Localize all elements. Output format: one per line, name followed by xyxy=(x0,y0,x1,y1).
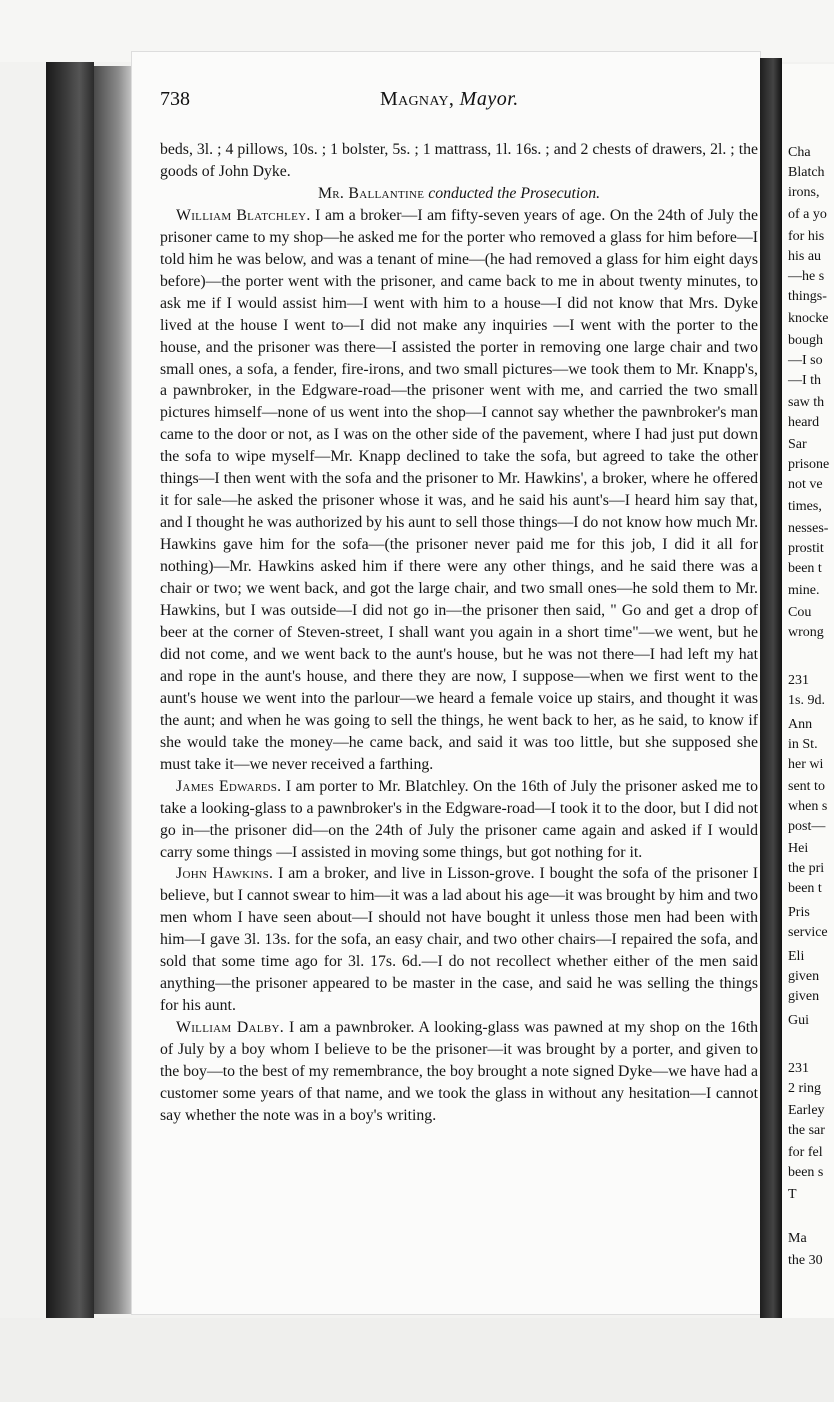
running-head-title: Mayor. xyxy=(459,88,519,110)
adjacent-page-line: Pris xyxy=(788,905,810,920)
testimony-text: I am a broker—I am fifty-seven years of age. On the 24th of July the prisoner came to my shop—he asked me for the porter who removed a glass for him before—I told him he was below, and was a tenant of mine—(he had removed a glass for him eight days before)—the porter went with the prisoner, and came back to me in about twenty minutes, to ask me if I would assist him—I went with him to a house—I did not know that Mrs. Dyke lived at the house I went to—I did not make any inquiries —I went with the porter to the house, and the prisoner was there—I assisted the porter in removing one large chair and two small ones, a sofa, a fender, fire-irons, and two small pictures—we took them to Mr. Knapp's, a pawnbroker, in the Edgware-road—the prisoner went with me, and carried the two small pictures himself—none of us went into the shop—I cannot say whether the pawnbroker's man came to the door or not, as I was on the other side of the pavement, where I had just put down the sofa to wipe myself—Mr. Knapp declined to take the sofa, but agreed to take the other things—I then went with the sofa and the prisoner to Mr. Hawkins', a broker, where he offered it for sale—he asked the prisoner whose it was, and he said his aunt's—I heard him say that, and I thought he was authorized by his aunt to sell those things—I do not know how much Mr. Hawkins gave him for the sofa—(the prisoner never paid me for this job, I did it all for nothing)—Mr. Hawkins asked him if there were any other things, and he said there was a chair or two; we went back, and got the large chair, and two small ones—he sold them to Mr. Hawkins, but I was outside—I did not go in—the prisoner then said, " Go and get a drop of beer at the corner of Steven-street, I shall want you again in a short time"—we went, but he did not come, and we went back to the aunt's house, but he was not there—I had left my hat and rope in the aunt's house, and there they are now, I suppose—when we first went to the aunt's house we went into the parlour—we heard a female voice up stairs, and thought it was the aunt; and when he was going to sell the things, he went back to her, as he said, to know if she would take the money—he came back, and said it was too little, but she supposed she must take it—we never received a farthing. xyxy=(160,206,759,773)
adjacent-page-fragment xyxy=(782,64,834,1318)
page-body xyxy=(160,139,758,1127)
adjacent-page-line: —I so xyxy=(788,353,823,368)
testimony-dalby xyxy=(160,1017,758,1127)
adjacent-page-line: 231 xyxy=(788,673,809,688)
adjacent-page-line: heard xyxy=(788,415,820,430)
testimony-text: I am a broker, and live in Lisson-grove. I bought the sofa of the prisoner I believe, but I cannot swear to him—it was a lad about his age—it was brought by him and two men whom I have seen about—I should not have bought it unless those men had been with him—I gave 3l. 13s. for the sofa, an easy chair, and two other chairs—I repaired the sofa, and sold that some time ago for 3l. 17s. 6d.—I do not recollect whether either of the men said anything—the prisoner appeared to be master in the case, and said he was selling the things for his aunt. xyxy=(160,865,758,1015)
adjacent-page-line: been t xyxy=(788,561,822,576)
adjacent-page-line: mine. xyxy=(788,583,820,598)
testimony-text: I am a pawnbroker. A looking-glass was pawned at my shop on the 16th of July by a boy whom I believe to be the prisoner—it was brought by a porter, and given to the boy—to the best of my remembrance, the boy brought a note signed Dyke—we have had a customer some years of that name, and we took the glass in without any hesitation—I cannot say whether the note was in a boy's writing. xyxy=(160,1019,758,1124)
adjacent-page-line: Eli xyxy=(788,949,805,964)
adjacent-page-line: Sar xyxy=(788,437,807,452)
adjacent-page-line: when s xyxy=(788,799,828,814)
testimony-hawkins xyxy=(160,863,758,1017)
adjacent-page-line: the sar xyxy=(788,1123,825,1138)
adjacent-page-line: service xyxy=(788,925,828,940)
adjacent-page-line: post— xyxy=(788,819,826,834)
scan-bottom-margin xyxy=(0,1318,834,1402)
book-gutter xyxy=(760,58,782,1318)
adjacent-page-line: 231 xyxy=(788,1061,809,1076)
testimony-text: I am porter to Mr. Blatchley. On the 16th of July the prisoner asked me to take a looking-glass to a pawnbroker's in the Edgware-road—I took it to the door, but I did not go in—the prisoner did—on the 24th of July the prisoner came again and asked if I would carry some things —I assisted in moving some things, but got nothing for it. xyxy=(160,777,758,861)
adjacent-page-line: not ve xyxy=(788,477,823,492)
prosecutor-name: Mr. Ballantine xyxy=(317,184,425,202)
running-head xyxy=(380,88,519,111)
adjacent-page-line: irons, xyxy=(788,185,820,200)
adjacent-page-line: —he s xyxy=(788,269,825,284)
adjacent-page-line: Ma xyxy=(788,1231,807,1246)
adjacent-page-line: in St. xyxy=(788,737,818,752)
prosecution-text: conducted the Prosecution. xyxy=(428,184,601,202)
adjacent-page-line: Ann xyxy=(788,717,813,732)
adjacent-page-line: wrong xyxy=(788,625,824,640)
testimony-edwards xyxy=(160,776,758,864)
testimony-blatchley xyxy=(160,205,758,776)
witness-name: William Dalby. xyxy=(176,1019,284,1037)
page-number: 738 xyxy=(160,88,190,110)
prosecution-line xyxy=(160,183,758,205)
adjacent-page-line: been s xyxy=(788,1165,824,1180)
adjacent-page-line: prostit xyxy=(788,541,824,556)
adjacent-page-line: her wi xyxy=(788,757,824,772)
adjacent-page-line: given xyxy=(788,989,820,1004)
adjacent-page-line: of a yo xyxy=(788,207,827,222)
adjacent-page-line: Earley xyxy=(788,1103,825,1118)
adjacent-page-line: Cha xyxy=(788,145,811,160)
adjacent-page-line: Blatch xyxy=(788,165,825,180)
page-edge-shadow xyxy=(94,66,134,1314)
adjacent-page-line: been t xyxy=(788,881,822,896)
witness-name: William Blatchley. xyxy=(176,206,311,224)
adjacent-page-line: prisone xyxy=(788,457,830,472)
adjacent-page-line: nesses- xyxy=(788,521,829,536)
book-binding xyxy=(46,62,94,1318)
adjacent-page-line: bough xyxy=(788,333,823,348)
adjacent-page-line: sent to xyxy=(788,779,825,794)
adjacent-page-line: T xyxy=(788,1187,797,1202)
adjacent-page-line: saw th xyxy=(788,395,825,410)
adjacent-page-line: 1s. 9d. xyxy=(788,693,825,708)
witness-name: James Edwards. xyxy=(176,777,282,795)
adjacent-page-line: times, xyxy=(788,499,822,514)
witness-name: John Hawkins. xyxy=(176,865,274,883)
adjacent-page-line: the pri xyxy=(788,861,825,876)
adjacent-page-line: Gui xyxy=(788,1013,809,1028)
adjacent-page-line: knocke xyxy=(788,311,829,326)
adjacent-page-line: given xyxy=(788,969,820,984)
adjacent-page-line: the 30 xyxy=(788,1253,823,1268)
adjacent-page-line: —I th xyxy=(788,373,822,388)
adjacent-page-line: 2 ring xyxy=(788,1081,822,1096)
adjacent-page-line: Cou xyxy=(788,605,812,620)
paragraph-indictment: beds, 3l. ; 4 pillows, 10s. ; 1 bolster, 5s. ; 1 mattrass, 1l. 16s. ; and 2 chests of drawers, 2l. ; the goods of John Dyke. xyxy=(160,141,758,180)
running-head-name: Magnay, xyxy=(380,88,455,110)
adjacent-page-line: for fel xyxy=(788,1145,823,1160)
adjacent-page-line: things- xyxy=(788,289,827,304)
adjacent-page-line: Hei xyxy=(788,841,809,856)
page-header xyxy=(160,88,760,118)
adjacent-page-line: his au xyxy=(788,249,822,264)
adjacent-page-line: for his xyxy=(788,229,825,244)
